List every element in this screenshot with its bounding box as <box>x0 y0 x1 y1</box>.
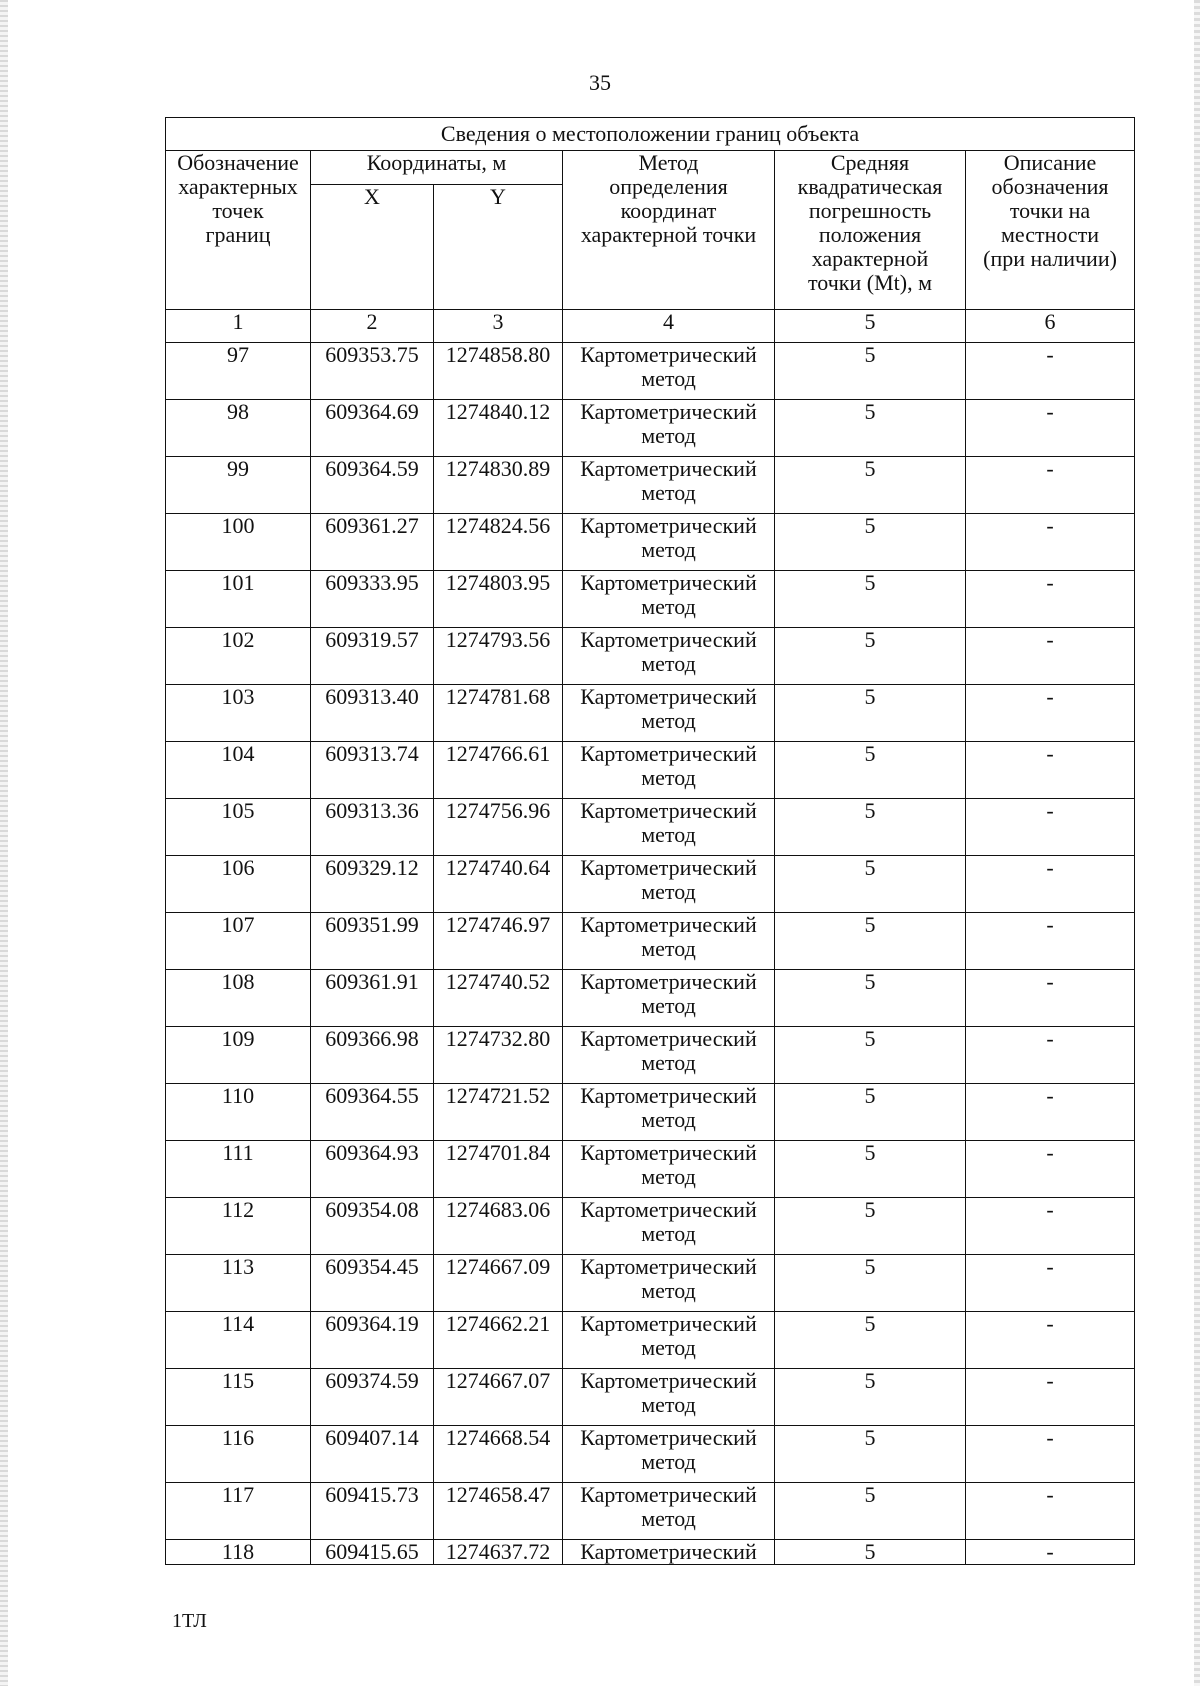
method-line2: метод <box>641 1278 696 1303</box>
cell-y: 1274840.12 <box>434 400 563 457</box>
method-line2: метод <box>641 651 696 676</box>
column-number: 5 <box>775 310 966 343</box>
cell-mt: 5 <box>775 1084 966 1141</box>
cell-x: 609407.14 <box>311 1426 434 1483</box>
cell-description: - <box>966 628 1135 685</box>
cell-y: 1274740.64 <box>434 856 563 913</box>
cell-description: - <box>966 685 1135 742</box>
table-row <box>166 400 1135 457</box>
cell-mt: 5 <box>775 1255 966 1312</box>
cell-y: 1274668.54 <box>434 1426 563 1483</box>
cell-y: 1274732.80 <box>434 1027 563 1084</box>
cell-mt: 5 <box>775 1312 966 1369</box>
method-line1: Картометрический <box>580 969 757 994</box>
cell-y: 1274793.56 <box>434 628 563 685</box>
method-line1: Картометрический <box>580 1083 757 1108</box>
table-row <box>166 628 1135 685</box>
cell-point: 110 <box>166 1084 311 1141</box>
cell-x: 609364.19 <box>311 1312 434 1369</box>
cell-x: 609333.95 <box>311 571 434 628</box>
cell-point: 101 <box>166 571 311 628</box>
cell-x: 609366.98 <box>311 1027 434 1084</box>
cell-method: Картометрический <box>563 1540 775 1565</box>
header-description: Описание обозначения точки на местности (при наличии) <box>966 151 1135 310</box>
method-line2: метод <box>641 879 696 904</box>
cell-x: 609313.40 <box>311 685 434 742</box>
cell-mt: 5 <box>775 400 966 457</box>
cell-y: 1274637.72 <box>434 1540 563 1565</box>
table-row <box>166 1426 1135 1483</box>
cell-method <box>563 742 775 799</box>
cell-y: 1274756.96 <box>434 799 563 856</box>
table-row <box>166 571 1135 628</box>
table-row <box>166 970 1135 1027</box>
cell-point: 111 <box>166 1141 311 1198</box>
cell-point: 107 <box>166 913 311 970</box>
cell-x: 609415.73 <box>311 1483 434 1540</box>
table-row <box>166 1255 1135 1312</box>
cell-x: 609353.75 <box>311 343 434 400</box>
cell-mt: 5 <box>775 1540 966 1565</box>
cell-point: 98 <box>166 400 311 457</box>
cell-mt: 5 <box>775 514 966 571</box>
method-line1: Картометрический <box>580 684 757 709</box>
table-row <box>166 856 1135 913</box>
cell-description: - <box>966 400 1135 457</box>
cell-method <box>563 799 775 856</box>
cell-y: 1274858.80 <box>434 343 563 400</box>
cell-description: - <box>966 799 1135 856</box>
method-line2: метод <box>641 1449 696 1474</box>
cell-point: 99 <box>166 457 311 514</box>
cell-mt: 5 <box>775 913 966 970</box>
cell-point: 97 <box>166 343 311 400</box>
method-line2: метод <box>641 936 696 961</box>
cell-description: - <box>966 1255 1135 1312</box>
cell-description: - <box>966 1141 1135 1198</box>
cell-method <box>563 970 775 1027</box>
cell-x: 609364.55 <box>311 1084 434 1141</box>
scan-edge-right <box>1194 0 1200 1686</box>
cell-method <box>563 628 775 685</box>
header-error: Средняя квадратическая погрешность положения характерной точки (Mt), м <box>775 151 966 310</box>
method-line2: метод <box>641 594 696 619</box>
method-line2: метод <box>641 1050 696 1075</box>
method-line2: метод <box>641 480 696 505</box>
cell-mt: 5 <box>775 1483 966 1540</box>
method-line2: метод <box>641 1392 696 1417</box>
cell-method <box>563 1027 775 1084</box>
cell-y: 1274662.21 <box>434 1312 563 1369</box>
method-line2: метод <box>641 1107 696 1132</box>
footer-code: 1ТЛ <box>172 1610 207 1632</box>
cell-point: 113 <box>166 1255 311 1312</box>
cell-description: - <box>966 1084 1135 1141</box>
cell-point: 116 <box>166 1426 311 1483</box>
cell-description: - <box>966 571 1135 628</box>
cell-mt: 5 <box>775 685 966 742</box>
cell-method <box>563 400 775 457</box>
cell-method <box>563 343 775 400</box>
cell-method <box>563 1141 775 1198</box>
method-line1: Картометрический <box>580 1425 757 1450</box>
method-line1: Картометрический <box>580 627 757 652</box>
cell-description: - <box>966 742 1135 799</box>
cell-mt: 5 <box>775 799 966 856</box>
table-row <box>166 457 1135 514</box>
cell-mt: 5 <box>775 628 966 685</box>
cell-mt: 5 <box>775 343 966 400</box>
cell-description: - <box>966 514 1135 571</box>
cell-x: 609364.69 <box>311 400 434 457</box>
cell-point: 109 <box>166 1027 311 1084</box>
table-row <box>166 1084 1135 1141</box>
table-title: Сведения о местоположении границ объекта <box>166 118 1135 151</box>
method-line2: метод <box>641 423 696 448</box>
header-method: Метод определения координат характерной точки <box>563 151 775 310</box>
cell-description: - <box>966 1027 1135 1084</box>
table-row <box>166 1483 1135 1540</box>
method-line1: Картометрический <box>580 1026 757 1051</box>
method-line2: метод <box>641 993 696 1018</box>
cell-y: 1274683.06 <box>434 1198 563 1255</box>
cell-desc: - <box>966 1540 1135 1565</box>
cell-mt: 5 <box>775 1198 966 1255</box>
cell-method <box>563 514 775 571</box>
table-row <box>166 514 1135 571</box>
method-line2: метод <box>641 708 696 733</box>
method-line1: Картометрический <box>580 855 757 880</box>
cell-description: - <box>966 913 1135 970</box>
cell-point: 114 <box>166 1312 311 1369</box>
table-row <box>166 1198 1135 1255</box>
method-line1: Картометрический <box>580 1254 757 1279</box>
cell-x: 609354.08 <box>311 1198 434 1255</box>
cell-y: 1274667.07 <box>434 1369 563 1426</box>
cell-point: 108 <box>166 970 311 1027</box>
cell-y: 1274803.95 <box>434 571 563 628</box>
cell-mt: 5 <box>775 1027 966 1084</box>
table-row <box>166 685 1135 742</box>
scan-edge-left <box>0 0 8 1686</box>
method-line1: Картометрический <box>580 1482 757 1507</box>
method-line2: метод <box>641 765 696 790</box>
cell-y: 1274667.09 <box>434 1255 563 1312</box>
method-line1: Картометрический <box>580 570 757 595</box>
cell-x: 609313.36 <box>311 799 434 856</box>
method-line1: Картометрический <box>580 1197 757 1222</box>
cell-point: 112 <box>166 1198 311 1255</box>
header-point: Обозначение характерных точек границ <box>166 151 311 310</box>
method-line1: Картометрический <box>580 1140 757 1165</box>
cell-point: 104 <box>166 742 311 799</box>
column-number: 3 <box>434 310 563 343</box>
cell-x: 609313.74 <box>311 742 434 799</box>
cell-mt: 5 <box>775 856 966 913</box>
column-number: 1 <box>166 310 311 343</box>
method-line1: Картометрический <box>580 1311 757 1336</box>
cell-point: 100 <box>166 514 311 571</box>
cell-method <box>563 1426 775 1483</box>
method-line2: метод <box>641 1335 696 1360</box>
cell-description: - <box>966 1198 1135 1255</box>
cell-point: 117 <box>166 1483 311 1540</box>
cell-point: 103 <box>166 685 311 742</box>
cell-y: 1274830.89 <box>434 457 563 514</box>
method-line2: метод <box>641 1221 696 1246</box>
cell-mt: 5 <box>775 1141 966 1198</box>
method-line2: метод <box>641 537 696 562</box>
cell-mt: 5 <box>775 457 966 514</box>
table-row <box>166 1540 1135 1565</box>
method-line1: Картометрический <box>580 456 757 481</box>
cell-y: 1274658.47 <box>434 1483 563 1540</box>
cell-method <box>563 856 775 913</box>
cell-x: 609361.27 <box>311 514 434 571</box>
cell-method <box>563 571 775 628</box>
cell-point: 118 <box>166 1540 311 1565</box>
table-row <box>166 913 1135 970</box>
table-row <box>166 799 1135 856</box>
cell-method <box>563 1198 775 1255</box>
method-line2: метод <box>641 366 696 391</box>
cell-y: 1274740.52 <box>434 970 563 1027</box>
table-row <box>166 343 1135 400</box>
cell-x: 609364.93 <box>311 1141 434 1198</box>
header-y: Y <box>434 185 563 310</box>
cell-y: 1274746.97 <box>434 913 563 970</box>
cell-mt: 5 <box>775 970 966 1027</box>
cell-description: - <box>966 457 1135 514</box>
cell-point: 106 <box>166 856 311 913</box>
cell-method <box>563 1369 775 1426</box>
table-row <box>166 1027 1135 1084</box>
cell-method <box>563 685 775 742</box>
cell-point: 105 <box>166 799 311 856</box>
cell-y: 1274781.68 <box>434 685 563 742</box>
cell-mt: 5 <box>775 1369 966 1426</box>
table-row <box>166 1369 1135 1426</box>
column-number: 2 <box>311 310 434 343</box>
page-number: 35 <box>589 70 611 95</box>
cell-y: 1274721.52 <box>434 1084 563 1141</box>
cell-y: 1274766.61 <box>434 742 563 799</box>
cell-x: 609329.12 <box>311 856 434 913</box>
cell-description: - <box>966 1312 1135 1369</box>
cell-description: - <box>966 1426 1135 1483</box>
boundary-coordinates-table <box>165 117 1135 1565</box>
cell-x: 609361.91 <box>311 970 434 1027</box>
method-line2: метод <box>641 1506 696 1531</box>
cell-x: 609354.45 <box>311 1255 434 1312</box>
cell-method <box>563 913 775 970</box>
cell-mt: 5 <box>775 1426 966 1483</box>
column-number: 6 <box>966 310 1135 343</box>
method-line1: Картометрический <box>580 1368 757 1393</box>
cell-point: 102 <box>166 628 311 685</box>
cell-x: 609319.57 <box>311 628 434 685</box>
table-row <box>166 742 1135 799</box>
header-x: X <box>311 185 434 310</box>
cell-description: - <box>966 343 1135 400</box>
method-line1: Картометрический <box>580 513 757 538</box>
table-row <box>166 1141 1135 1198</box>
method-line1: Картометрический <box>580 798 757 823</box>
cell-method <box>563 1084 775 1141</box>
method-line1: Картометрический <box>580 741 757 766</box>
method-line2: метод <box>641 822 696 847</box>
cell-x: 609374.59 <box>311 1369 434 1426</box>
cell-method <box>563 1483 775 1540</box>
method-line2: метод <box>641 1164 696 1189</box>
cell-y: 1274701.84 <box>434 1141 563 1198</box>
cell-mt: 5 <box>775 742 966 799</box>
table-row <box>166 1312 1135 1369</box>
cell-x: 609364.59 <box>311 457 434 514</box>
method-line1: Картометрический <box>580 399 757 424</box>
cell-description: - <box>966 1369 1135 1426</box>
cell-method <box>563 457 775 514</box>
column-number: 4 <box>563 310 775 343</box>
cell-description: - <box>966 856 1135 913</box>
header-coords: Координаты, м <box>311 151 563 185</box>
cell-mt: 5 <box>775 571 966 628</box>
cell-x: 609415.65 <box>311 1540 434 1565</box>
cell-y: 1274824.56 <box>434 514 563 571</box>
cell-x: 609351.99 <box>311 913 434 970</box>
method-line1: Картометрический <box>580 342 757 367</box>
cell-method <box>563 1255 775 1312</box>
cell-point: 115 <box>166 1369 311 1426</box>
method-line1: Картометрический <box>580 912 757 937</box>
cell-description: - <box>966 1483 1135 1540</box>
cell-description: - <box>966 970 1135 1027</box>
cell-method <box>563 1312 775 1369</box>
